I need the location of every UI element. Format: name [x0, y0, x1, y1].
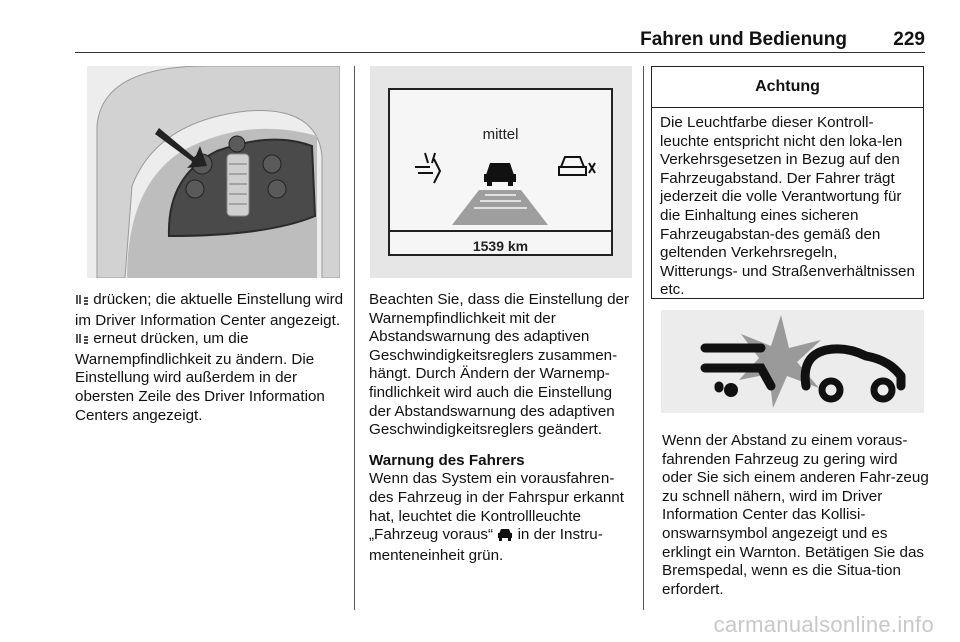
odometer-readout: 1539 km	[472, 238, 529, 254]
caution-text: Die Leuchtfarbe dieser Kontroll-leuchte entspricht nicht den loka-len Verkehrsgesetzen in Bezug auf den Fahrzeugabstand. Der Fahrer trägt jederzeit die volle Verantwortung für die Einhaltung eines sicheren Fahrzeugabstan-des gemäß den geltenden Verkehrsregeln, Witterungs- und Straßenverhältnissen etc.	[660, 114, 915, 299]
section-heading: Warnung des Fahrers	[369, 451, 525, 469]
steering-wheel-illustration	[87, 66, 340, 278]
page-number: 229	[893, 29, 925, 50]
vehicle-ahead-icon	[484, 163, 516, 186]
watermark: carmanualsonline.info	[713, 612, 934, 637]
display-graphics	[390, 145, 611, 235]
driver-information-display-figure	[370, 66, 632, 278]
column-divider-left	[354, 66, 355, 610]
column-divider-right	[643, 66, 644, 610]
collision-warning-symbol	[661, 310, 924, 413]
left-paragraph: drücken; die aktuelle Einstellung wird im Driver Information Center angezeigt. erneut drücken, um die Warnempfindlichkeit zu ändern. Die Einstellung wird außerdem in der obersten Zeile des Driver Information Centers angezeigt.	[75, 291, 344, 424]
vehicle-fault-icon	[559, 157, 595, 175]
page-header	[75, 24, 925, 54]
collision-alert-icon	[415, 153, 440, 183]
display-frame	[388, 88, 613, 256]
collision-symbol-figure	[661, 310, 924, 413]
vehicle-ahead-icon	[497, 527, 513, 547]
middle-section: Warnung des Fahrers Wenn das System ein vorausfahren-des Fahrzeug in der Fahrspur erkannt hat, leuchtet die Kontrollleuchte „Fahrzeug voraus“ in der Instru-menteneinheit grün.	[369, 451, 624, 564]
right-paragraph: Wenn der Abstand zu einem voraus-fahrenden Fahrzeug zu gering wird oder Sie sich einem anderen Fahr-zeug zu schnell nähern, wird im Driver Information Center das Kollisi-onswarnsymbol angezeigt und es erklingt ein Warnton. Betätigen Sie das Bremspedal, wenn es die Situa-tion erfordert.	[662, 432, 929, 598]
steering-wheel-figure	[87, 66, 340, 278]
right-column	[662, 432, 930, 599]
caution-heading: Achtung	[652, 67, 923, 108]
middle-paragraph-1: Beachten Sie, dass die Einstellung der Warnempfindlichkeit mit der Abstandswarnung des adaptiven Geschwindigkeitsreglers zusammen-hängt. Durch Ändern der Warnemp-findlichkeit wird auch die Einstellung der Abstandswarnung des adaptiven Geschwindigkeitsreglers geändert.	[369, 291, 630, 439]
header-rule	[75, 52, 925, 53]
following-distance-icon	[75, 292, 89, 312]
left-column	[75, 291, 345, 425]
following-distance-icon	[75, 331, 89, 351]
middle-column	[369, 291, 637, 565]
sensitivity-label: mittel	[482, 126, 519, 143]
page-title: Fahren und Bedienung	[640, 29, 847, 50]
caution-box	[651, 66, 924, 299]
